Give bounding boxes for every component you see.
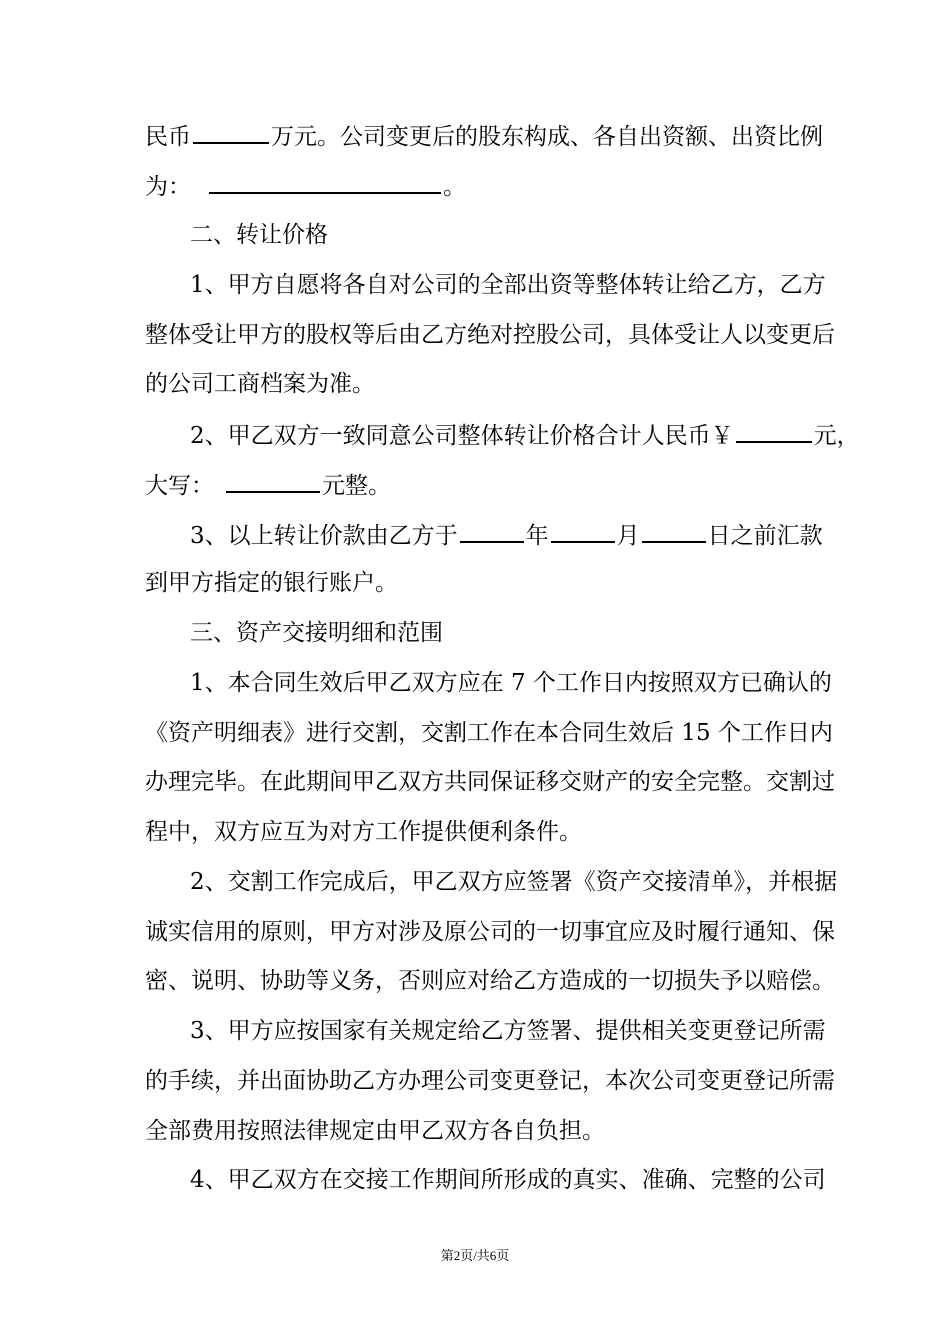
text-fragment: 为： (145, 174, 191, 200)
text-line-6: 的公司工商档案为准。 (145, 371, 375, 397)
text-line-22: 4、甲乙双方在交接工作期间所形成的真实、准确、完整的公司 (190, 1167, 826, 1193)
text-fragment: 元， (813, 423, 860, 449)
text-line-21: 全部费用按照法律规定由甲乙双方各自负担。 (145, 1118, 605, 1144)
blank-year (460, 519, 524, 543)
blank-amount-wanyuan (193, 120, 269, 144)
blank-day (642, 519, 706, 543)
text-fragment: 大写： (145, 473, 214, 499)
text-fragment: 万元。公司变更后的股东构成、各自出资额、出资比例 (271, 124, 823, 150)
text-line-1 (145, 120, 823, 152)
text-fragment: 月 (616, 523, 640, 549)
text-line-13: 《资产明细表》进行交割，交割工作在本合同生效后 15 个工作日内 (145, 720, 833, 746)
text-fragment: 2、甲乙双方一致同意公司整体转让价格合计人民币￥ (190, 423, 734, 449)
text-line-2 (145, 170, 466, 202)
page-number-footer: 第2页/共6页 (440, 1248, 510, 1263)
blank-shareholder-structure (209, 170, 441, 194)
text-fragment: 元整。 (322, 473, 391, 499)
text-fragment: 民币 (145, 124, 191, 150)
text-line-14: 办理完毕。在此期间甲乙双方共同保证移交财产的安全完整。交割过 (145, 769, 835, 795)
text-fragment: 日之前汇款 (707, 523, 823, 549)
blank-price-words (226, 469, 320, 493)
text-line-19: 3、甲方应按国家有关规定给乙方签署、提供相关变更登记所需 (190, 1018, 826, 1044)
text-line-20: 的手续，并出面协助乙方办理公司变更登记，本次公司变更登记所需 (145, 1068, 835, 1094)
section-heading-2: 二、转让价格 (190, 222, 328, 248)
text-line-18: 密、说明、协助等义务，否则应对给乙方造成的一切损失予以赔偿。 (145, 968, 835, 994)
text-line-10: 到甲方指定的银行账户。 (145, 570, 398, 596)
text-line-16: 2、交割工作完成后，甲乙双方应签署《资产交接清单》，并根据 (190, 869, 838, 895)
text-line-4: 1、甲方自愿将各自对公司的全部出资等整体转让给乙方，乙方 (190, 272, 826, 298)
section-heading-3: 三、资产交接明细和范围 (190, 620, 443, 646)
text-fragment: 。 (443, 174, 466, 200)
blank-month (551, 519, 615, 543)
text-line-15: 程中，双方应互为对方工作提供便利条件。 (145, 819, 582, 845)
text-line-7 (190, 419, 860, 451)
text-line-9 (190, 519, 823, 551)
text-line-8 (145, 469, 391, 501)
text-fragment: 3、以上转让价款由乙方于 (190, 523, 458, 549)
text-line-12: 1、本合同生效后甲乙双方应在 7 个工作日内按照双方已确认的 (190, 670, 832, 696)
text-line-5: 整体受让甲方的股权等后由乙方绝对控股公司，具体受让人以变更后 (145, 322, 835, 348)
blank-price-figures (736, 419, 812, 443)
text-line-17: 诚实信用的原则，甲方对涉及原公司的一切事宜应及时履行通知、保 (145, 919, 835, 945)
text-fragment: 年 (525, 523, 549, 549)
